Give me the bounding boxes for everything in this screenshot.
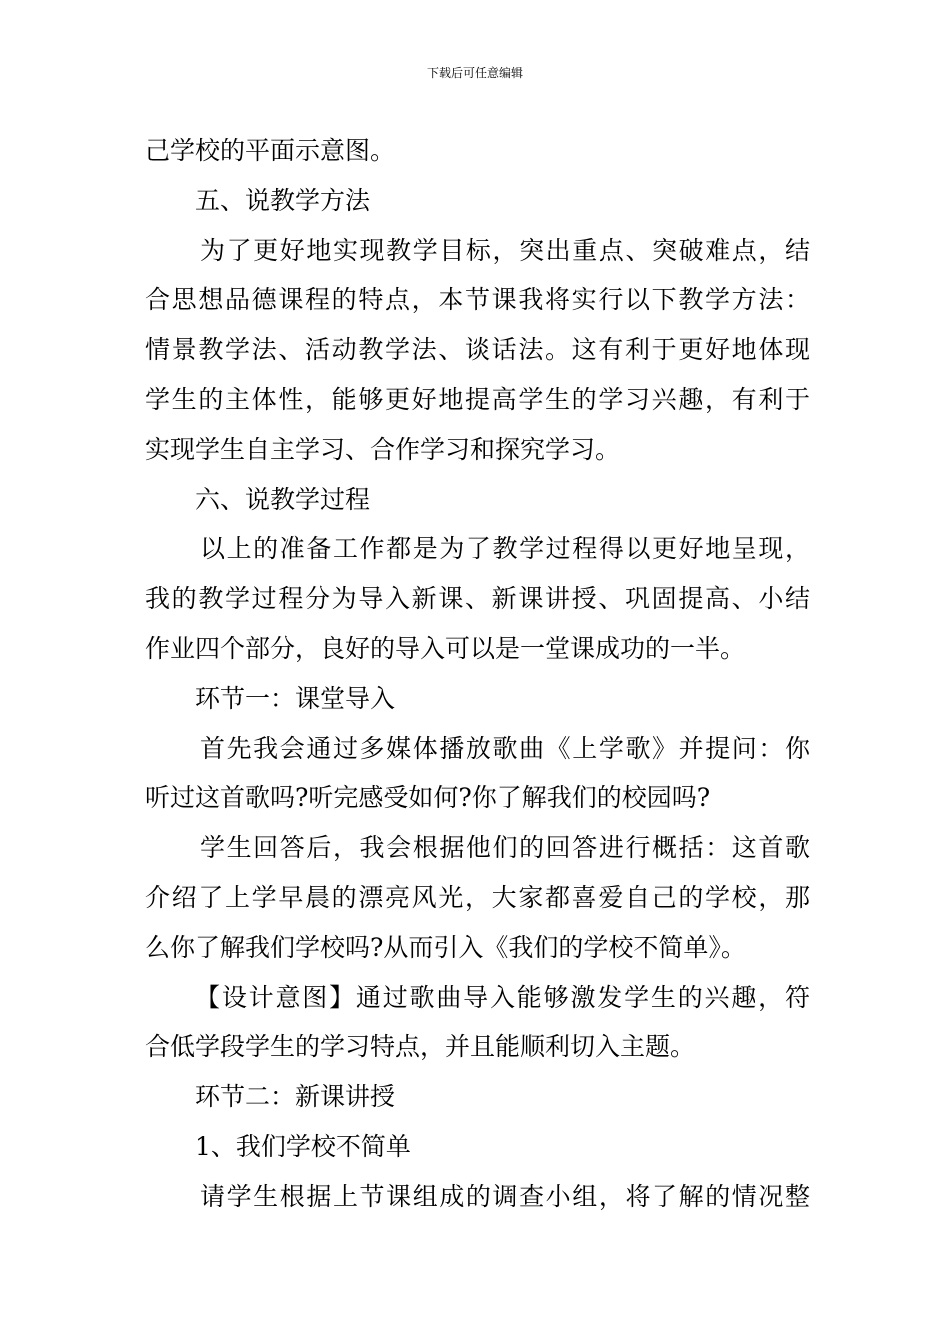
text-line: 1、我们学校不简单 [195,1131,411,1161]
text-line: 合思想品德课程的特点，本节课我将实行以下教学方法： [145,285,810,315]
text-line: 作业四个部分，良好的导入可以是一堂课成功的一半。 [145,633,746,663]
text-line: 合低学段学生的学习特点，并且能顺利切入主题。 [145,1032,696,1062]
text-line: 学生回答后，我会根据他们的回答进行概括：这首歌 [200,833,810,863]
text-line: 己学校的平面示意图。 [145,136,396,165]
text-line: 情景教学法、活动教学法、谈话法。这有利于更好地体现 [145,335,810,365]
text-line: 以上的准备工作都是为了教学过程得以更好地呈现， [200,534,810,564]
text-line: 为了更好地实现教学目标，突出重点、突破难点，结 [200,235,810,265]
text-line: 介绍了上学早晨的漂亮风光，大家都喜爱自己的学校，那 [145,882,810,912]
text-line: 听过这首歌吗?听完感受如何?你了解我们的校园吗? [145,783,711,813]
text-line: 请学生根据上节课组成的调查小组，将了解的情况整 [200,1181,810,1211]
text-line: 我的教学过程分为导入新课、新课讲授、巩固提高、小结 [145,584,810,614]
text-line: 环节二：新课讲授 [195,1082,396,1112]
page-header: 下载后可任意编辑 [426,66,523,80]
text-line: 么你了解我们学校吗?从而引入《我们的学校不简单》。 [145,932,746,962]
text-line: 六、说教学过程 [195,484,371,514]
text-line: 学生的主体性，能够更好地提高学生的学习兴趣，有利于 [145,384,810,414]
text-line: 实现学生自主学习、合作学习和探究学习。 [145,434,621,464]
text-line: 【设计意图】通过歌曲导入能够激发学生的兴趣，符 [195,982,810,1012]
text-line: 五、说教学方法 [195,185,371,215]
text-line: 环节一：课堂导入 [195,683,396,713]
text-line: 首先我会通过多媒体播放歌曲《上学歌》并提问：你 [200,733,810,763]
document-body [145,126,810,1222]
